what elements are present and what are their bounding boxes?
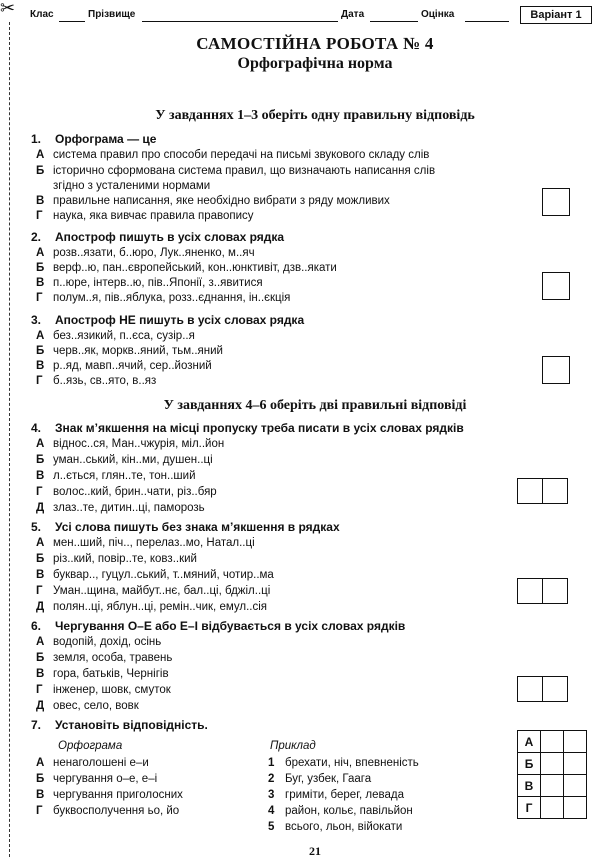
answer-cell[interactable]: [517, 578, 543, 604]
option: Б земля, особа, травень: [36, 652, 173, 664]
grid-cell[interactable]: [541, 775, 564, 797]
answer-box-2[interactable]: [542, 272, 570, 300]
option: В буквар.., гуцул..ський, т..мяний, чотир..ма: [36, 569, 274, 581]
grid-cell[interactable]: [564, 775, 587, 797]
match-left-item: А ненаголошені е–и: [36, 757, 149, 769]
answer-cell[interactable]: [543, 478, 568, 504]
grid-cell[interactable]: [541, 797, 564, 819]
grid-cell[interactable]: [564, 797, 587, 819]
question-2: 2. Апостроф пишуть в усіх словах рядка: [31, 230, 285, 244]
class-field[interactable]: [59, 21, 85, 22]
option: В правильне написання, яке необхідно вибрати з ряду можливих: [36, 195, 390, 207]
scissors-icon: ✂: [0, 0, 16, 19]
match-left-item: В чергування приголосних: [36, 789, 183, 801]
instruction-part2: У завданнях 4–6 оберіть дві правильні відповіді: [163, 398, 467, 413]
page-number: 21: [309, 844, 321, 858]
option: Г полум..я, пів..яблука, розз..єднання, ін..єкція: [36, 292, 291, 304]
match-right-item: 5 всього, льон, війокати: [268, 821, 403, 833]
option: Б різ..кий, повір..те, ковз..кий: [36, 553, 197, 565]
class-label: Клас: [30, 9, 54, 20]
option: Д полян..цi, яблун..цi, ремін..чик, емул..сiя: [36, 601, 268, 613]
instruction-part1: У завданнях 1–3 оберіть одну правильну відповідь: [155, 108, 475, 123]
option: В гора, батьків, Чернігів: [36, 668, 169, 680]
answer-box-1[interactable]: [542, 188, 570, 216]
date-label: Дата: [341, 9, 365, 20]
question-4: 4. Знак м’якшення на місці пропуску треба писати в усіх словах рядків: [31, 421, 464, 435]
question-5: 5. Усі слова пишуть без знака м’якшення в рядках: [31, 520, 340, 534]
grade-label: Оцінка: [421, 9, 455, 20]
grid-row-label: А: [518, 731, 541, 753]
option: А мен..ший, пiч.., перелаз..мо, Натал..цi: [36, 537, 255, 549]
answer-box-5[interactable]: [517, 578, 568, 604]
grid-row-label: Г: [518, 797, 541, 819]
answer-box-3[interactable]: [542, 356, 570, 384]
option: Б історично сформована система правил, що визначають написання слів: [36, 165, 436, 177]
option: Б черв..як, моркв..яний, тьм..яний: [36, 345, 223, 357]
match-left-item: Б чергування о–е, е–і: [36, 773, 158, 785]
surname-label: Прізвище: [88, 9, 136, 20]
option: А система правил про способи передачі на письмі звукового складу слів: [36, 149, 430, 161]
grid-cell[interactable]: [541, 731, 564, 753]
grid-cell[interactable]: [564, 731, 587, 753]
option: Г Уман..щина, майбут..нє, бал..цi, бджiл..цi: [36, 585, 271, 597]
option: Д злаз..те, дитин..ці, паморозь: [36, 502, 205, 514]
answer-grid-7: [517, 730, 587, 819]
question-7: 7. Установіть відповідність.: [31, 718, 208, 732]
match-right-item: 3 гриміти, берег, левада: [268, 789, 404, 801]
cut-line: [9, 22, 10, 857]
option-continuation: згідно з усталеними нормами: [53, 180, 211, 192]
grid-row-label: В: [518, 775, 541, 797]
option: А водопій, дохід, осінь: [36, 636, 162, 648]
left-column-header: Орфограма: [58, 740, 123, 752]
option: Б верф..ю, пан..європейський, кон..юнктивіт, дзв..якати: [36, 262, 337, 274]
option: В л..ється, глян..те, тон..ший: [36, 470, 196, 482]
answer-box-6[interactable]: [517, 676, 568, 702]
option: А віднос..ся, Ман..чжурія, міл..йон: [36, 438, 225, 450]
option: Д овес, село, вовк: [36, 700, 139, 712]
answer-box-4[interactable]: [517, 478, 568, 504]
option: В п..юре, інтерв..ю, пів..Японії, з..явитися: [36, 277, 263, 289]
answer-cell[interactable]: [517, 478, 543, 504]
question-3: 3. Апостроф НЕ пишуть в усіх словах рядка: [31, 313, 305, 327]
option: Г наука, яка вивчає правила правопису: [36, 210, 254, 222]
answer-cell[interactable]: [517, 676, 543, 702]
question-1: 1. Орфограма — це: [31, 132, 157, 146]
page-subtitle: Орфографічна норма: [237, 55, 393, 72]
option: Г волос..кий, брин..чати, різ..бяр: [36, 486, 217, 498]
match-left-item: Г буквосполучення ьо, йо: [36, 805, 180, 817]
option: А без..язикий, п..єса, сузір..я: [36, 330, 195, 342]
answer-cell[interactable]: [543, 578, 568, 604]
grid-cell[interactable]: [541, 753, 564, 775]
option: Г інженер, шовк, смуток: [36, 684, 171, 696]
grade-field[interactable]: [465, 21, 509, 22]
option: В р..яд, мавп..ячий, сер..йозний: [36, 360, 212, 372]
grid-row-label: Б: [518, 753, 541, 775]
page-title: САМОСТІЙНА РОБОТА № 4: [196, 34, 434, 53]
date-field[interactable]: [370, 21, 418, 22]
option: Г б..язь, св..ято, в..яз: [36, 375, 157, 387]
option: А розв..язати, б..юро, Лук..яненко, м..яч: [36, 247, 255, 259]
question-6: 6. Чергування О–Е або Е–І відбувається в усіх словах рядків: [31, 619, 406, 633]
student-header: [30, 6, 592, 24]
match-right-item: 2 Буг, узбек, Гаага: [268, 773, 372, 785]
answer-cell[interactable]: [543, 676, 568, 702]
right-column-header: Приклад: [270, 740, 316, 752]
match-right-item: 4 район, кольє, павільйон: [268, 805, 413, 817]
variant-badge: Варіант 1: [520, 6, 592, 24]
option: Б уман..ський, кін..ми, душен..ці: [36, 454, 213, 466]
match-right-item: 1 брехати, ніч, впевненість: [268, 757, 419, 769]
grid-cell[interactable]: [564, 753, 587, 775]
surname-field[interactable]: [142, 21, 338, 22]
